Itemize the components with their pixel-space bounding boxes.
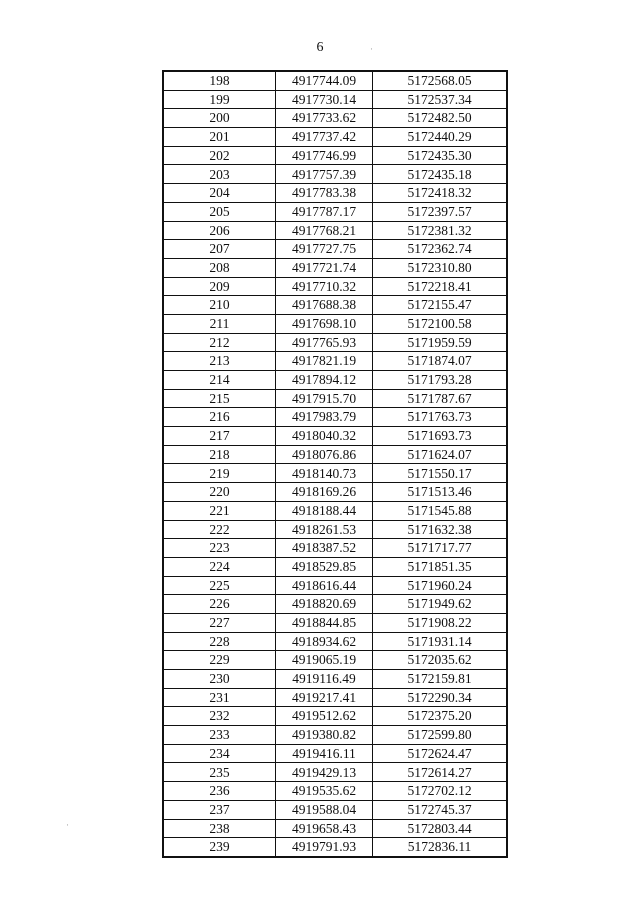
y-coordinate-cell: 5172290.34 [373, 688, 508, 707]
x-coordinate-cell: 4918188.44 [276, 501, 373, 520]
x-coordinate-cell: 4919065.19 [276, 651, 373, 670]
y-coordinate-cell: 5172375.20 [373, 707, 508, 726]
point-number-cell: 214 [163, 371, 276, 390]
table-row [163, 501, 507, 520]
table-row [163, 763, 507, 782]
point-number-cell: 235 [163, 763, 276, 782]
y-coordinate-cell: 5171874.07 [373, 352, 508, 371]
point-number-cell: 209 [163, 277, 276, 296]
y-coordinate-cell: 5171717.77 [373, 539, 508, 558]
y-coordinate-cell: 5171550.17 [373, 464, 508, 483]
x-coordinate-cell: 4918040.32 [276, 427, 373, 446]
point-number-cell: 212 [163, 333, 276, 352]
y-coordinate-cell: 5171851.35 [373, 557, 508, 576]
table-row [163, 782, 507, 801]
y-coordinate-cell: 5172482.50 [373, 109, 508, 128]
table-row [163, 445, 507, 464]
table-row [163, 576, 507, 595]
table-row [163, 800, 507, 819]
table-row [163, 838, 507, 857]
table-row [163, 352, 507, 371]
x-coordinate-cell: 4919512.62 [276, 707, 373, 726]
x-coordinate-cell: 4919380.82 [276, 726, 373, 745]
table-row [163, 184, 507, 203]
table-row [163, 314, 507, 333]
point-number-cell: 208 [163, 258, 276, 277]
point-number-cell: 230 [163, 670, 276, 689]
point-number-cell: 236 [163, 782, 276, 801]
y-coordinate-cell: 5171513.46 [373, 483, 508, 502]
table-row [163, 146, 507, 165]
table-row [163, 277, 507, 296]
y-coordinate-cell: 5172537.34 [373, 90, 508, 109]
point-number-cell: 207 [163, 240, 276, 259]
table-row [163, 165, 507, 184]
x-coordinate-cell: 4919116.49 [276, 670, 373, 689]
point-number-cell: 200 [163, 109, 276, 128]
table-row [163, 557, 507, 576]
x-coordinate-cell: 4917787.17 [276, 202, 373, 221]
y-coordinate-cell: 5172310.80 [373, 258, 508, 277]
scan-dot-mark: · [370, 44, 373, 54]
y-coordinate-cell: 5172614.27 [373, 763, 508, 782]
x-coordinate-cell: 4919658.43 [276, 819, 373, 838]
x-coordinate-cell: 4918261.53 [276, 520, 373, 539]
y-coordinate-cell: 5172159.81 [373, 670, 508, 689]
table-row [163, 483, 507, 502]
table-row [163, 389, 507, 408]
point-number-cell: 233 [163, 726, 276, 745]
point-number-cell: 217 [163, 427, 276, 446]
y-coordinate-cell: 5172397.57 [373, 202, 508, 221]
table-row [163, 688, 507, 707]
x-coordinate-cell: 4917915.70 [276, 389, 373, 408]
point-number-cell: 227 [163, 613, 276, 632]
table-row [163, 464, 507, 483]
x-coordinate-cell: 4919429.13 [276, 763, 373, 782]
point-number-cell: 228 [163, 632, 276, 651]
point-number-cell: 225 [163, 576, 276, 595]
y-coordinate-cell: 5172155.47 [373, 296, 508, 315]
point-number-cell: 216 [163, 408, 276, 427]
table-row [163, 539, 507, 558]
point-number-cell: 239 [163, 838, 276, 857]
point-number-cell: 234 [163, 744, 276, 763]
y-coordinate-cell: 5171931.14 [373, 632, 508, 651]
y-coordinate-cell: 5172381.32 [373, 221, 508, 240]
x-coordinate-cell: 4918169.26 [276, 483, 373, 502]
y-coordinate-cell: 5172624.47 [373, 744, 508, 763]
x-coordinate-cell: 4917757.39 [276, 165, 373, 184]
y-coordinate-cell: 5172435.18 [373, 165, 508, 184]
point-number-cell: 221 [163, 501, 276, 520]
x-coordinate-cell: 4917730.14 [276, 90, 373, 109]
table-row [163, 651, 507, 670]
table-row [163, 371, 507, 390]
x-coordinate-cell: 4918140.73 [276, 464, 373, 483]
y-coordinate-cell: 5171632.38 [373, 520, 508, 539]
point-number-cell: 238 [163, 819, 276, 838]
x-coordinate-cell: 4918844.85 [276, 613, 373, 632]
table-row [163, 202, 507, 221]
point-number-cell: 223 [163, 539, 276, 558]
y-coordinate-cell: 5171960.24 [373, 576, 508, 595]
y-coordinate-cell: 5172440.29 [373, 128, 508, 147]
x-coordinate-cell: 4918934.62 [276, 632, 373, 651]
x-coordinate-cell: 4917894.12 [276, 371, 373, 390]
x-coordinate-cell: 4919588.04 [276, 800, 373, 819]
point-number-cell: 199 [163, 90, 276, 109]
point-number-cell: 210 [163, 296, 276, 315]
x-coordinate-cell: 4918529.85 [276, 557, 373, 576]
table-row [163, 726, 507, 745]
x-coordinate-cell: 4917733.62 [276, 109, 373, 128]
y-coordinate-cell: 5171959.59 [373, 333, 508, 352]
x-coordinate-cell: 4917688.38 [276, 296, 373, 315]
table-row [163, 333, 507, 352]
y-coordinate-cell: 5172100.58 [373, 314, 508, 333]
y-coordinate-cell: 5172362.74 [373, 240, 508, 259]
x-coordinate-cell: 4919535.62 [276, 782, 373, 801]
table-row [163, 408, 507, 427]
y-coordinate-cell: 5172599.80 [373, 726, 508, 745]
x-coordinate-cell: 4917698.10 [276, 314, 373, 333]
point-number-cell: 232 [163, 707, 276, 726]
y-coordinate-cell: 5171949.62 [373, 595, 508, 614]
point-number-cell: 198 [163, 71, 276, 90]
point-number-cell: 204 [163, 184, 276, 203]
table-row [163, 258, 507, 277]
scan-dot-mark: · [66, 820, 69, 830]
point-number-cell: 203 [163, 165, 276, 184]
y-coordinate-cell: 5172803.44 [373, 819, 508, 838]
x-coordinate-cell: 4917783.38 [276, 184, 373, 203]
table-row [163, 707, 507, 726]
y-coordinate-cell: 5172568.05 [373, 71, 508, 90]
y-coordinate-cell: 5171624.07 [373, 445, 508, 464]
x-coordinate-cell: 4918820.69 [276, 595, 373, 614]
point-number-cell: 229 [163, 651, 276, 670]
y-coordinate-cell: 5172702.12 [373, 782, 508, 801]
x-coordinate-cell: 4917983.79 [276, 408, 373, 427]
y-coordinate-cell: 5171793.28 [373, 371, 508, 390]
point-number-cell: 218 [163, 445, 276, 464]
table-row [163, 595, 507, 614]
x-coordinate-cell: 4917746.99 [276, 146, 373, 165]
point-number-cell: 224 [163, 557, 276, 576]
point-number-cell: 211 [163, 314, 276, 333]
table-row [163, 296, 507, 315]
y-coordinate-cell: 5172435.30 [373, 146, 508, 165]
y-coordinate-cell: 5172745.37 [373, 800, 508, 819]
table-row [163, 109, 507, 128]
y-coordinate-cell: 5171545.88 [373, 501, 508, 520]
table-row [163, 670, 507, 689]
table-row [163, 427, 507, 446]
point-number-cell: 201 [163, 128, 276, 147]
x-coordinate-cell: 4917727.75 [276, 240, 373, 259]
x-coordinate-cell: 4917765.93 [276, 333, 373, 352]
table-row [163, 520, 507, 539]
table-row [163, 240, 507, 259]
x-coordinate-cell: 4919416.11 [276, 744, 373, 763]
x-coordinate-cell: 4917710.32 [276, 277, 373, 296]
table-row [163, 90, 507, 109]
y-coordinate-cell: 5171787.67 [373, 389, 508, 408]
point-number-cell: 205 [163, 202, 276, 221]
x-coordinate-cell: 4919791.93 [276, 838, 373, 857]
page-number: 6 [316, 40, 324, 55]
x-coordinate-cell: 4919217.41 [276, 688, 373, 707]
x-coordinate-cell: 4917744.09 [276, 71, 373, 90]
point-number-cell: 213 [163, 352, 276, 371]
point-number-cell: 220 [163, 483, 276, 502]
point-number-cell: 237 [163, 800, 276, 819]
table-row [163, 613, 507, 632]
x-coordinate-cell: 4917721.74 [276, 258, 373, 277]
point-number-cell: 219 [163, 464, 276, 483]
point-number-cell: 202 [163, 146, 276, 165]
y-coordinate-cell: 5172035.62 [373, 651, 508, 670]
y-coordinate-cell: 5172836.11 [373, 838, 508, 857]
table-row [163, 221, 507, 240]
point-number-cell: 206 [163, 221, 276, 240]
point-number-cell: 222 [163, 520, 276, 539]
table-row [163, 128, 507, 147]
x-coordinate-cell: 4917821.19 [276, 352, 373, 371]
table-row [163, 819, 507, 838]
table-row [163, 744, 507, 763]
y-coordinate-cell: 5171763.73 [373, 408, 508, 427]
x-coordinate-cell: 4918076.86 [276, 445, 373, 464]
x-coordinate-cell: 4917737.42 [276, 128, 373, 147]
x-coordinate-cell: 4918387.52 [276, 539, 373, 558]
table-row [163, 632, 507, 651]
coordinates-table [162, 70, 508, 858]
y-coordinate-cell: 5171908.22 [373, 613, 508, 632]
point-number-cell: 226 [163, 595, 276, 614]
x-coordinate-cell: 4917768.21 [276, 221, 373, 240]
point-number-cell: 231 [163, 688, 276, 707]
y-coordinate-cell: 5172418.32 [373, 184, 508, 203]
x-coordinate-cell: 4918616.44 [276, 576, 373, 595]
y-coordinate-cell: 5172218.41 [373, 277, 508, 296]
y-coordinate-cell: 5171693.73 [373, 427, 508, 446]
point-number-cell: 215 [163, 389, 276, 408]
table-row [163, 71, 507, 90]
coordinates-table-body [163, 71, 507, 857]
